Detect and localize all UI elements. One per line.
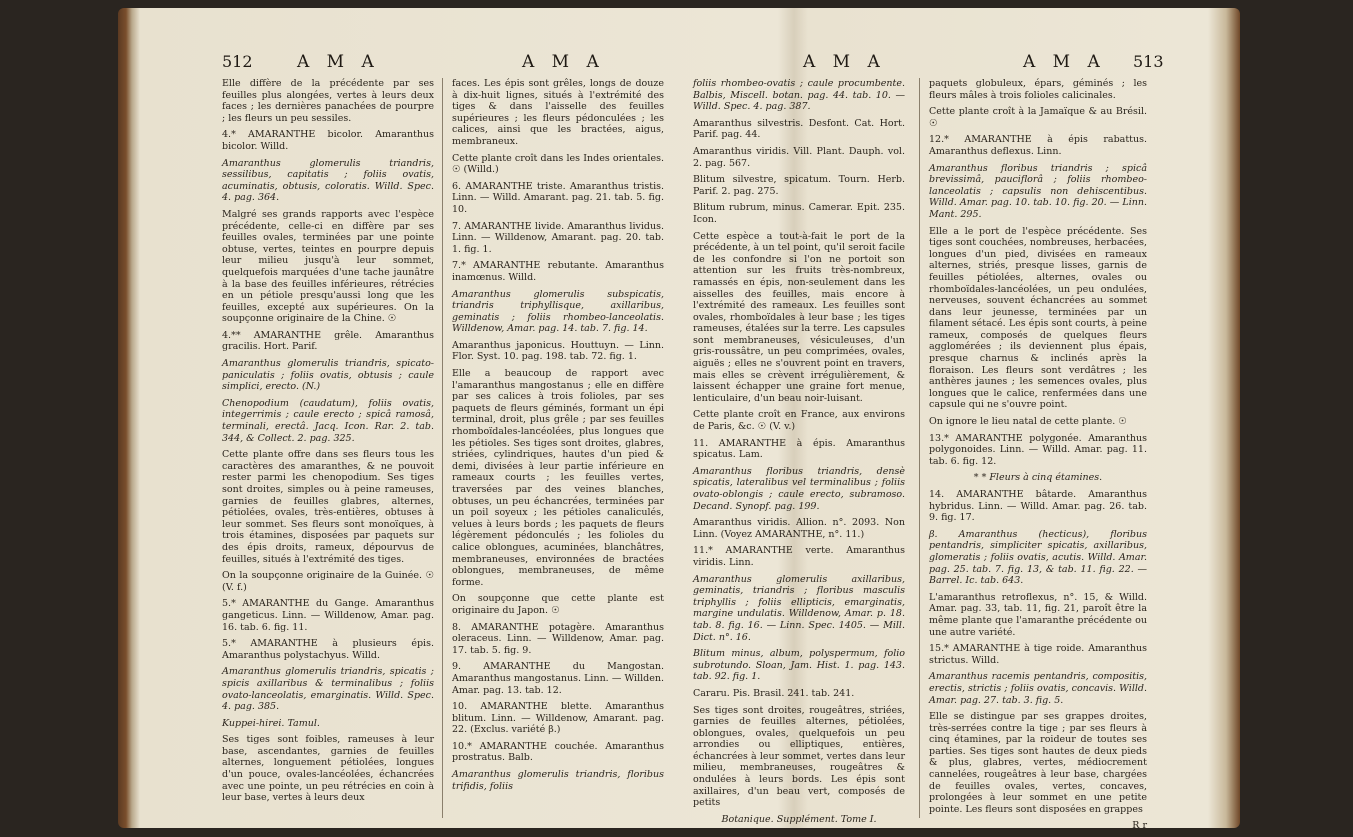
right-column-2 — [929, 78, 1147, 837]
paragraph: Amaranthus floribus triandris ; spicâ brevissimâ, pauciflorâ ; foliis rhombeo-lanceolatis ; capsulis non dehiscentibus. Willd. Amar. pag. 10. tab. 10. fig. 20. — Linn. Mant. 295. — [929, 162, 1147, 220]
paragraph: Elle a beaucoup de rapport avec l'amaranthus mangostanus ; elle en diffère par ses calices à trois folioles, par ses paquets de fleurs géminés, formant un épi terminal, droit, plus grêle ; par ses feuilles rhomboïdales-lancéolées, plus longues que les pétioles. Ses tiges sont droites, glabres, striées, cylindriques, hautes d'un pied & demi, divisées à leur partie inférieure en rameaux courts ; les feuilles vertes, traversées par des veines blanches, obtuses, un peu échancrées, terminées par un poil soyeux ; les pétioles canaliculés, velues à leurs bords ; les paquets de fleurs légèrement pédonculés ; les folioles du calice oblongues, acuminées, blanchâtres, membraneuses, environnées de bractées oblongues, membraneuses, de même forme. — [452, 368, 664, 588]
section-heading: * * Fleurs à cinq étamines. — [973, 472, 1103, 484]
paragraph: Amaranthus silvestris. Desfont. Cat. Hort. Parif. pag. 44. — [693, 117, 905, 141]
paragraph: 6. AMARANTHE triste. Amaranthus tristis. Linn. — Willd. Amarant. pag. 21. tab. 5. fig. 10. — [452, 180, 664, 215]
paragraph: Malgré ses grands rapports avec l'espèce précédente, celle-ci en diffère par ses feuilles ovales, terminées par une pointe obtuse, vertes, teintes en pourpre depuis leur milieu jusqu'à leur sommet, quelquefois marquées d'une tache jaunâtre à la base des feuilles inférieures, rétrécies en un pétiole presqu'aussi long que les feuilles, excepté aux supérieures. On la soupçonne originaire de la Chine. ☉ — [222, 208, 434, 325]
right-running-head-1: A M A — [803, 52, 886, 72]
paragraph: Amaranthus japonicus. Houttuyn. — Linn. Flor. Syst. 10. pag. 198. tab. 72. fig. 1. — [452, 339, 664, 363]
paragraph: Ses tiges sont droites, rougeâtres, striées, garnies de feuilles alternes, pétiolées, oblongues, ovales, quelquefois un peu arrondies ou elliptiques, entières, échancrées à leur sommet, vertes dans leur milieu, membraneuses, rougeâtres & ondulées à leurs bords. Les épis sont axillaires, d'un beau vert, composés de petits — [693, 704, 905, 809]
paragraph: Kuppei-hirei. Tamul. — [222, 717, 320, 729]
paragraph: Ses tiges sont foibles, rameuses à leur base, ascendantes, garnies de feuilles alternes, longuement pétiolées, longues d'un pouce, ovales-lancéolées, échancrées avec une pointe, un peu rétrécies en coin à leur base, vertes à leurs deux — [222, 734, 434, 804]
right-page — [693, 38, 1173, 832]
paragraph: 10. AMARANTHE blette. Amaranthus blitum. Linn. — Willdenow, Amarant. pag. 22. (Exclus. variété β.) — [452, 701, 664, 736]
paragraph: Amaranthus glomerulis axillaribus, geminatis, triandris ; floribus masculis triphyllis ; foliis ellipticis, emarginatis, margine undulatis. Willdenow, Amar. p. 18. tab. 8. fig. 16. — Linn. Spec. 1405. — Mill. Dict. n°. 16. — [693, 573, 905, 643]
paragraph: 10.* AMARANTHE couchée. Amaranthus prostratus. Balb. — [452, 740, 664, 764]
paragraph: Amaranthus racemis pentandris, compositis, erectis, strictis ; foliis ovatis, concavis. Willd. Amar. pag. 27. tab. 3. fig. 5. — [929, 671, 1147, 706]
left-column-1 — [222, 78, 434, 809]
paragraph: 5.* AMARANTHE du Gange. Amaranthus gangeticus. Linn. — Willdenow, Amar. pag. 16. tab. 6. fig. 11. — [222, 598, 434, 633]
paragraph: Cette plante croît à la Jamaïque & au Brésil. ☉ — [929, 106, 1147, 129]
paragraph: Cette plante croît en France, aux environs de Paris, &c. ☉ (V. v.) — [693, 409, 905, 433]
left-column-2 — [452, 78, 664, 797]
paragraph: Cararu. Pis. Brasil. 241. tab. 241. — [693, 687, 855, 699]
paragraph: Amaranthus glomerulis triandris, spicato-paniculatis ; foliis ovatis, obtusis ; caule simplici, erecto. (N.) — [222, 358, 434, 393]
paragraph: Amaranthus glomerulis triandris, spicatis ; spicis axillaribus & terminalibus ; foliis ovato-lanceolatis, emarginatis. Willd. Spec. 4. pag. 385. — [222, 666, 434, 713]
paragraph: 8. AMARANTHE potagère. Amaranthus oleraceus. Linn. — Willdenow, Amar. pag. 17. tab. 5. fig. 9. — [452, 621, 664, 656]
paragraph: 5.* AMARANTHE à plusieurs épis. Amaranthus polystachyus. Willd. — [222, 638, 434, 661]
paragraph: Cette plante offre dans ses fleurs tous les caractères des amaranthes, & ne pouvoit rester parmi les chenopodium. Ses tiges sont droites, simples ou à peine rameuses, garnies de feuilles glabres, alternes, pétiolées, ovales, très-entières, obtuses à leur sommet. Ses fleurs sont monoïques, à trois étamines, disposées par paquets sur des épis droits, rameux, dépourvus de feuilles, situés à l'extrémité des tiges. — [222, 449, 434, 565]
paragraph: Elle diffère de la précédente par ses feuilles plus alongées, vertes à leurs deux faces ; les dernières panachées de pourpre ; les fleurs un peu sessiles. — [222, 78, 434, 124]
paragraph: On soupçonne que cette plante est originaire du Japon. ☉ — [452, 593, 664, 616]
paragraph: 7. AMARANTHE livide. Amaranthus lividus. Linn. — Willdenow, Amarant. pag. 20. tab. 1. fig. 1. — [452, 220, 664, 255]
left-page — [222, 38, 667, 818]
column-rule — [442, 78, 443, 818]
page-footer: Botanique. Supplément. Tome I. — [721, 813, 877, 825]
paragraph: 7.* AMARANTHE rebutante. Amaranthus inamœnus. Willd. — [452, 260, 664, 283]
paragraph: Amaranthus glomerulis triandris, sessilibus, capitatis ; foliis ovatis, acuminatis, obtusis, coloratis. Willd. Spec. 4. pag. 364. — [222, 157, 434, 204]
paragraph: On la soupçonne originaire de la Guinée. ☉ (V. f.) — [222, 570, 434, 593]
paragraph: 13.* AMARANTHE polygonée. Amaranthus polygonoides. Linn. — Willd. Amar. pag. 11. tab. 6. fig. 12. — [929, 432, 1147, 467]
paragraph: 15.* AMARANTHE à tige roide. Amaranthus strictus. Willd. — [929, 643, 1147, 666]
paragraph: Blitum rubrum, minus. Camerar. Epit. 235. Icon. — [693, 202, 905, 225]
paragraph: Cette plante croît dans les Indes orientales. ☉ (Willd.) — [452, 152, 664, 176]
paragraph: Blitum silvestre, spicatum. Tourn. Herb. Parif. 2. pag. 275. — [693, 174, 905, 197]
paragraph: Blitum minus, album, polyspermum, folio subrotundo. Sloan, Jam. Hist. 1. pag. 143. tab. 92. fig. 1. — [693, 648, 905, 683]
paragraph: Elle se distingue par ses grappes droites, très-serrées contre la tige ; par ses fleurs à cinq étamines, par la roideur de toutes ses parties. Ses tiges sont hautes de deux pieds & plus, glabres, vertes, médiocrement cannelées, rougeâtres à leur base, chargées de feuilles ovales, vertes, concaves, prolongées à leur sommet en une petite pointe. Les fleurs sont disposées en grappes — [929, 711, 1147, 815]
paragraph: 11. AMARANTHE à épis. Amaranthus spicatus. Lam. — [693, 437, 905, 461]
paragraph: foliis rhombeo-ovatis ; caule procumbente. Balbis, Miscell. botan. pag. 44. tab. 10. — Willd. Spec. 4. pag. 387. — [693, 78, 905, 113]
paragraph: Chenopodium (caudatum), foliis ovatis, integerrimis ; caule erecto ; spicâ ramosâ, terminali, erectâ. Jacq. Icon. Rar. 2. tab. 344, & Collect. 2. pag. 325. — [222, 397, 434, 444]
left-running-head-2: A M A — [522, 52, 605, 72]
paragraph: Cette espèce a tout-à-fait le port de la précédente, à un tel point, qu'il seroit facile de les confondre si l'on ne portoit son attention sur les fruits très-nombreux, ramassés en épis, non-seulement dans les aisselles des feuilles, mais encore à l'extrémité des rameaux. Les feuilles sont ovales, rhomboïdales à leur base ; les tiges rameuses, étalées sur la terre. Les capsules sont membraneuses, vésiculeuses, d'un gris-roussâtre, un peu comprimées, ovales, aiguës ; elles ne s'ouvrent point en travers, mais elles se crèvent irrégulièrement, & laissent échapper une graine fort menue, lenticulaire, d'un beau noir-luisant. — [693, 230, 905, 404]
paragraph: Amaranthus viridis. Allion. n°. 2093. Non Linn. (Voyez AMARANTHE, n°. 11.) — [693, 517, 905, 540]
paragraph: On ignore le lieu natal de cette plante. ☉ — [929, 416, 1127, 428]
left-running-head-1: A M A — [297, 52, 380, 72]
paragraph: Amaranthus viridis. Vill. Plant. Dauph. vol. 2. pag. 567. — [693, 145, 905, 169]
paragraph: 11.* AMARANTHE verte. Amaranthus viridis. Linn. — [693, 545, 905, 568]
paragraph: faces. Les épis sont grêles, longs de douze à dix-huit lignes, situés à l'extrémité des tiges & dans l'aisselle des feuilles supérieures ; les fleurs pédonculées ; les calices, ainsi que les bractées, aigus, membraneux. — [452, 78, 664, 147]
column-rule — [919, 78, 920, 818]
paragraph: 4.** AMARANTHE grêle. Amaranthus gracilis. Hort. Parif. — [222, 329, 434, 353]
paragraph: 12.* AMARANTHE à épis rabattus. Amaranthus deflexus. Linn. — [929, 134, 1147, 157]
paragraph: 9. AMARANTHE du Mangostan. Amaranthus mangostanus. Linn. — Willden. Amar. pag. 13. tab. 12. — [452, 661, 664, 696]
paragraph: Amaranthus glomerulis subspicatis, triandris triphyllisque, axillaribus, geminatis ; foliis rhombeo-lanceolatis. Willdenow, Amar. pag. 14. tab. 7. fig. 14. — [452, 288, 664, 335]
paragraph: Elle a le port de l'espèce précédente. Ses tiges sont couchées, nombreuses, herbacées, longues d'un pied, divisées en rameaux alternes, striés, presque lisses, garnis de feuilles pétiolées, alternes, ovales ou rhomboïdales-lancéolées, un peu ondulées, nerveuses, souvent échancrées au sommet dans leur jeunesse, terminées par un filament sétacé. Les épis sont courts, à peine rameux, composés de quelques fleurs agglomérées ; ils deviennent plus épais, presque charnus & inclinés après la floraison. Les fleurs sont verdâtres ; les anthères jaunes ; les semences ovales, plus longues que le calice, renfermées dans une capsule qui ne s'ouvre point. — [929, 225, 1147, 411]
right-page-number: 513 — [1133, 52, 1164, 71]
paragraph: 4.* AMARANTHE bicolor. Amaranthus bicolor. Willd. — [222, 129, 434, 152]
paragraph: Amaranthus glomerulis triandris, floribus trifidis, foliis — [452, 769, 664, 792]
right-running-head-2: A M A — [1023, 52, 1106, 72]
paragraph: paquets globuleux, épars, géminés ; les fleurs mâles à trois folioles calicinales. — [929, 78, 1147, 101]
paragraph: 14. AMARANTHE bâtarde. Amaranthus hybridus. Linn. — Willd. Amar. pag. 26. tab. 9. fig. 17. — [929, 489, 1147, 524]
paragraph: β. Amaranthus (hecticus), floribus pentandris, simpliciter spicatis, axillaribus, glomeratis ; foliis ovatis, acutis. Willd. Amar. pag. 25. tab. 7. fig. 13, & tab. 11. fig. 22. — Barrel. Ic. tab. 643. — [929, 528, 1147, 587]
left-page-number: 512 — [222, 52, 253, 71]
signature-mark: R r — [1132, 820, 1147, 832]
right-column-1 — [693, 78, 905, 830]
paragraph: Amaranthus floribus triandris, densè spicatis, lateralibus vel terminalibus ; foliis ovato-oblongis ; caule erecto, subramoso. Decand. Synopf. pag. 199. — [693, 465, 905, 512]
paragraph: L'amaranthus retroflexus, n°. 15, & Willd. Amar. pag. 33, tab. 11, fig. 21, paroît être la même plante que l'amaranthe précédente ou une autre variété. — [929, 591, 1147, 638]
